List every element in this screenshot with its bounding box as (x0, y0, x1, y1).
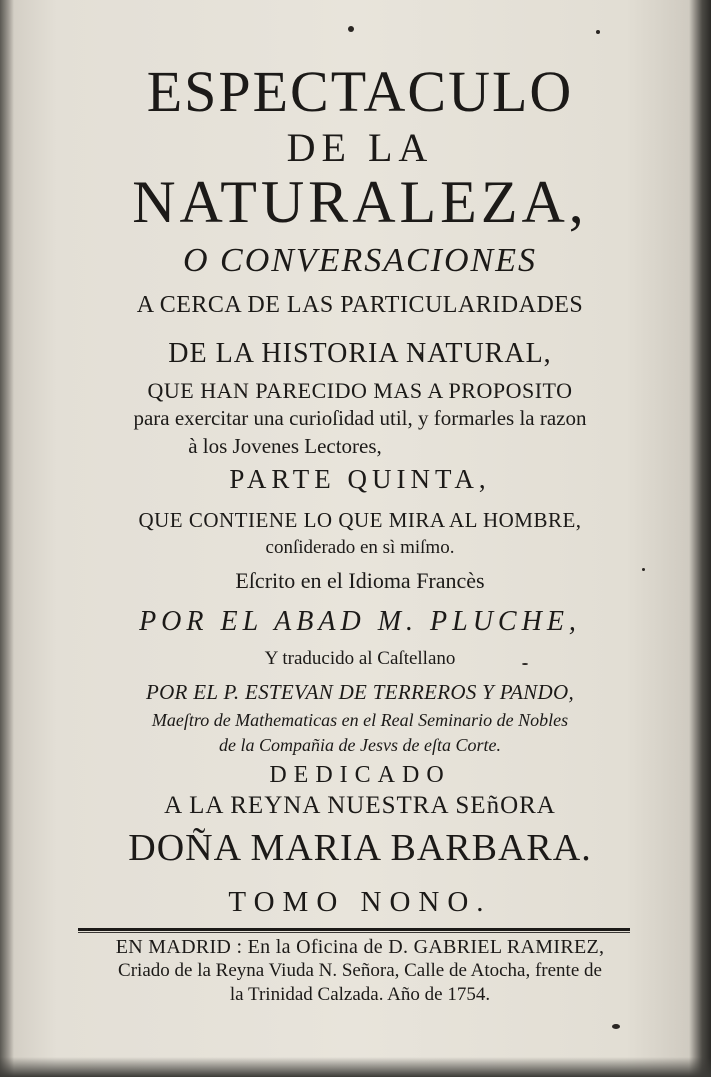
page-right-edge-shadow (689, 0, 711, 1077)
subtitle-curiosidad: para exercitar una curioſidad util, y formarles la razon (133, 406, 587, 430)
imprint-line-2: Criado de la Reyna Viuda N. Señora, Calle de Atocha, frente de (118, 960, 602, 981)
imprint-line-3: la Trinidad Calzada. Año de 1754. (229, 984, 491, 1005)
dedication-queen: A LA REYNA NUESTRA SEñORA (164, 792, 556, 819)
imprint-rule-thin (78, 932, 630, 933)
subtitle-jovenes-lectores: à los Jovenes Lectores, (188, 434, 382, 458)
part-contents: QUE CONTIENE LO QUE MIRA AL HOMBRE, (138, 508, 582, 532)
part-number: PARTE QUINTA, (229, 464, 491, 494)
imprint-rule-thick (78, 928, 630, 931)
title-naturaleza: NATURALEZA, (132, 169, 588, 235)
volume-number: TOMO NONO. (228, 886, 492, 918)
dedication-heading: DEDICADO (269, 762, 451, 788)
part-contents-detail: conſiderado en sì miſmo. (265, 537, 455, 558)
translator-affiliation: de la Compañia de Jesvs de eſta Corte. (219, 735, 501, 755)
subtitle-conversaciones: O CONVERSACIONES (182, 242, 538, 279)
subtitle-historia-natural: DE LA HISTORIA NATURAL, (168, 338, 552, 369)
translator-name: POR EL P. ESTEVAN DE TERREROS Y PANDO, (145, 680, 575, 704)
translation-note: Y traducido al Caſtellano (264, 648, 456, 669)
author-name: POR EL ABAD M. PLUCHE, (139, 606, 581, 637)
imprint-line-1: EN MADRID : En la Oficina de D. GABRIEL RAMIREZ, (115, 936, 605, 958)
page-bottom-edge-shadow (0, 1057, 711, 1077)
subtitle-particularidades: A CERCA DE LAS PARTICULARIDADES (136, 292, 584, 318)
title-espectaculo: ESPECTACULO (146, 59, 574, 124)
page-left-edge-shadow (0, 0, 14, 1077)
dedication-name: DOÑA MARIA BARBARA. (128, 827, 592, 869)
original-language: Eſcrito en el Idioma Francès (235, 568, 485, 593)
title-de-la: DE LA (286, 125, 434, 170)
subtitle-proposito: QUE HAN PARECIDO MAS A PROPOSITO (147, 378, 573, 403)
translator-title: Maeſtro de Mathematicas en el Real Seminario de Nobles (151, 710, 569, 730)
